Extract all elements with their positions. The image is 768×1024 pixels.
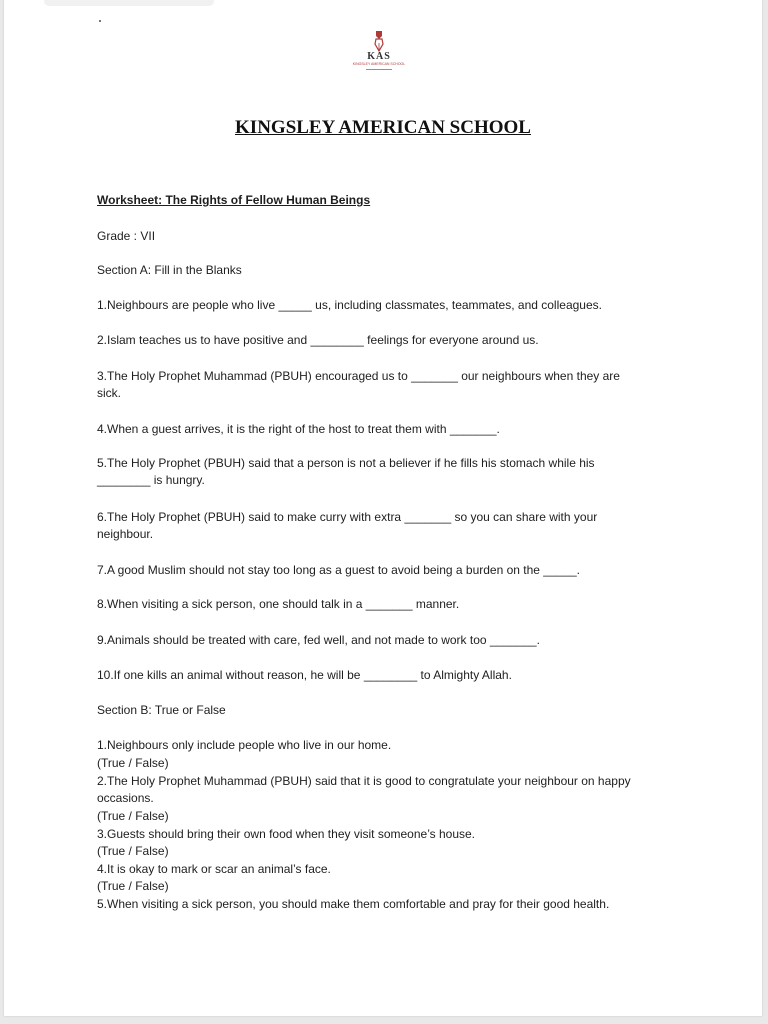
section-a-question-10: 10.If one kills an animal without reason, he will be ________ to Almighty Allah. bbox=[97, 668, 512, 682]
logo-text: KAS bbox=[367, 51, 391, 62]
logo-subtext: KINGSLEY AMERICAN SCHOOL bbox=[352, 62, 406, 66]
pen-nib-icon bbox=[372, 30, 386, 52]
school-name: KINGSLEY AMERICAN SCHOOL bbox=[235, 117, 531, 138]
section-a-question-6: 6.The Holy Prophet (PBUH) said to make curry with extra _______ so you can share with your neighbour. bbox=[97, 510, 598, 541]
section-b-answer-4: (True / False) bbox=[97, 879, 169, 893]
section-a-question-2: 2.Islam teaches us to have positive and ________ feelings for everyone around us. bbox=[97, 333, 539, 347]
section-b-answer-3: (True / False) bbox=[97, 844, 169, 858]
section-b-title: Section B: True or False bbox=[97, 703, 226, 717]
school-logo bbox=[344, 30, 414, 90]
top-strip bbox=[44, 0, 214, 6]
section-b-statement-5: 5.When visiting a sick person, you should make them comfortable and pray for their good health. bbox=[97, 897, 610, 911]
section-a-question-1: 1.Neighbours are people who live _____ us, including classmates, teammates, and colleagues. bbox=[97, 298, 602, 312]
section-b-answer-2: (True / False) bbox=[97, 809, 169, 823]
section-b-answer-1: (True / False) bbox=[97, 756, 169, 770]
section-a-title: Section A: Fill in the Blanks bbox=[97, 263, 242, 277]
section-b-statement-3: 3.Guests should bring their own food when they visit someone’s house. bbox=[97, 827, 475, 841]
section-a-question-9: 9.Animals should be treated with care, fed well, and not made to work too _______. bbox=[97, 633, 540, 647]
section-a-question-5: 5.The Holy Prophet (PBUH) said that a person is not a believer if he fills his stomach while his ________ is hungry. bbox=[97, 456, 595, 487]
worksheet-page bbox=[4, 0, 762, 1016]
section-a-question-7: 7.A good Muslim should not stay too long as a guest to avoid being a burden on the _____. bbox=[97, 563, 581, 577]
section-b-statement-2: 2.The Holy Prophet Muhammad (PBUH) said that it is good to congratulate your neighbour on happy occasions. bbox=[97, 774, 631, 805]
grade-label: Grade : VII bbox=[97, 229, 156, 243]
worksheet-title: Worksheet: The Rights of Fellow Human Beings bbox=[97, 193, 371, 207]
section-a-question-3: 3.The Holy Prophet Muhammad (PBUH) encouraged us to _______ our neighbours when they are sick. bbox=[97, 369, 620, 400]
section-a-question-8: 8.When visiting a sick person, one should talk in a _______ manner. bbox=[97, 597, 460, 611]
section-a-question-4: 4.When a guest arrives, it is the right of the host to treat them with _______. bbox=[97, 422, 500, 436]
logo-divider bbox=[366, 69, 392, 70]
section-b-statement-4: 4.It is okay to mark or scar an animal’s face. bbox=[97, 862, 331, 876]
section-b-statement-1: 1.Neighbours only include people who live in our home. bbox=[97, 738, 392, 752]
page-dot bbox=[99, 20, 101, 22]
